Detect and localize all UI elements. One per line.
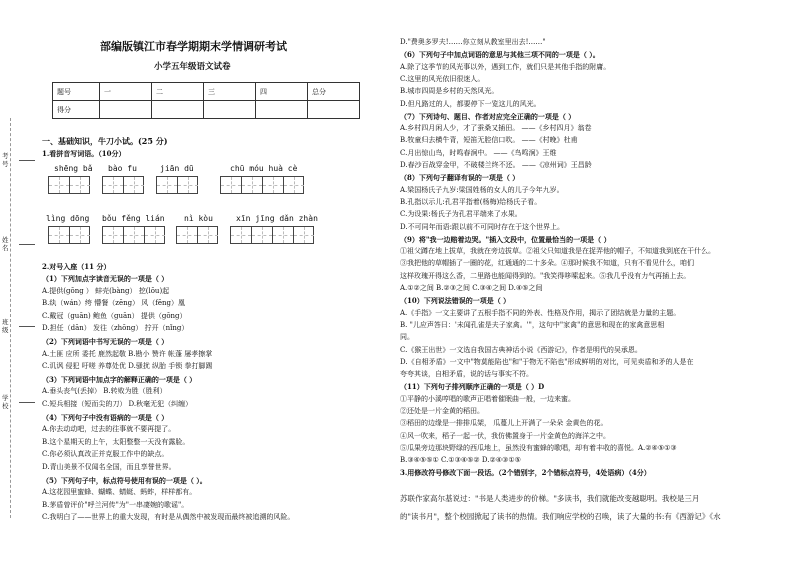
score-table-score-row	[53, 101, 360, 119]
question-line: 同。	[400, 333, 414, 342]
question-line: A.《手指》一文主要讲了五根手指不同的外表、性格及作用，揭示了团结就是力量的主题。	[400, 308, 681, 317]
question-line: （10）下列说法错误的一项是（ ）	[400, 296, 511, 306]
pinyin-label: bào fu	[108, 164, 137, 173]
question-line: ④风一吹来，稻子一起一伏，我仿佛置身于一片金黄色的海洋之中。	[400, 431, 610, 440]
question-line: （4）下列句子中没有语病的一项是（ ）	[42, 412, 169, 422]
xingming-blank	[19, 244, 35, 245]
question-2-heading: 2.对号入座（11 分）	[42, 262, 111, 271]
question-line: C.月出惊山鸟，时鸣春涧中。 ——《鸟鸣涧》王维	[400, 148, 557, 157]
exam-title: 部编版镇江市春学期期末学情调研考试	[100, 40, 287, 53]
question-line: D.《自相矛盾》一文中"物莫能陷也"和"于物无不陷也"形成鲜明的对比，可见卖盾和矛的人是在	[400, 357, 694, 366]
question-line: ③稻田的边缘是一排排瓜架， 瓜蔓儿上开满了一朵朵 金黄色的花。	[400, 419, 608, 428]
question-line: B.牧童归去横牛背，短笛无腔信口吹。 ——《村晚》杜甫	[400, 136, 578, 145]
pinyin-label: bǒu fěng lián	[102, 214, 165, 223]
question-line: （3）下列词语中加点字的解释正确的一项是（ ）	[42, 374, 197, 384]
margin-label-xuexiao: 学校	[2, 394, 9, 410]
score-cell: 总分	[308, 83, 360, 101]
question-line: B.这个星期天的上午，太阳整整一天没有露脸。	[42, 437, 190, 446]
question-line: C.为设果:杨氏子为孔君平端来了水果。	[400, 210, 522, 219]
score-input-cell[interactable]	[100, 101, 152, 119]
passage-line: 苏联作家高尔基说过："书是人类进步的价梯。"多读书，我们就能改变越聪明。我校是三月	[400, 494, 700, 503]
question-line: B.③④⑤⑤① C.①③④⑤② D.②④③①⑤	[400, 456, 521, 465]
binding-margin	[0, 0, 40, 561]
right-column	[400, 0, 788, 561]
score-table-header-row	[53, 83, 360, 101]
writing-grid[interactable]	[102, 226, 165, 244]
writing-grid[interactable]	[220, 176, 304, 194]
question-line: A.①②之间 B.②③之间 C.③④之间 D.④⑤之间	[400, 284, 543, 292]
pinyin-label: xīn jīng dǎn zhàn	[236, 214, 318, 223]
score-cell: 三	[204, 83, 256, 101]
banji-blank	[19, 326, 35, 327]
question-line: （6）下列句子中加点词语的意思与其他三项不同的一项是（ ）。	[400, 50, 600, 60]
score-cell: 题号	[53, 83, 100, 101]
question-line: C.讥讽 侵犯 吁嗟 养尊处优 D.骚扰 纵胎 手锁 拳打脚踢	[42, 362, 213, 371]
question-line: C.短兵相接（短而尖的刀） D.秋毫无犯（纠缠）	[42, 400, 193, 408]
question-3-heading: 3.用修改符号修改下面一段话。（2个错别字，2个错标点符号，4处语病）（4分）	[400, 468, 651, 477]
question-line: 这样玫瑰开得这么香，二里路也能闻得到的。"我笑得哆嗦起来。⑤我几乎没有力气再插上去。	[400, 271, 691, 280]
question-line: ⑤瓜果旁边那块野绿的西瓜地上，虽然没有蜜蜂的歌唱，却有着丰收的喜悦。A.②④⑤①③	[400, 443, 677, 452]
question-line: B.茅盾曾评价"呼兰河传"为"一串凄婉的歌谣"。	[42, 500, 189, 509]
question-line: D."费奥多罗夫!……你立刻从教室里出去!……"	[400, 38, 546, 46]
question-line: （1）下列加点字读音无误的一项是（ ）	[42, 274, 169, 283]
question-line: C.这里的风光依旧很迷人。	[400, 74, 485, 83]
score-input-cell[interactable]	[152, 101, 204, 119]
writing-grid[interactable]	[102, 176, 144, 194]
pinyin-label: shēng bǎ	[54, 164, 93, 173]
kaohao-blank	[19, 160, 35, 161]
question-line: （5）下列句子中，标点符号使用有误的一项是（ ）。	[42, 475, 207, 485]
question-line: D.担任（dān） 发往（zhōng） 拧开（nǐng）	[42, 324, 189, 333]
question-line: D.但凡路过的人，都要停下一览这儿的风光。	[400, 99, 541, 108]
question-line: A.乡村四月闲人少，才了蚕桑又插田。 ——《乡村四月》翁卷	[400, 124, 592, 133]
question-line: （8）下列句子翻译有误的一项是（ ）	[400, 173, 520, 183]
question-line: A.提供(gōng ） 蚌壳(bàng） 挖(lōu)起	[42, 286, 170, 295]
question-line: A.你去动动吧，过去的往事就不要再提了。	[42, 425, 176, 434]
question-line: B.孔指以示儿:孔君平指着(杨梅)给杨氏子看。	[400, 197, 542, 206]
question-line: B.城市四周是乡村的天然风光。	[400, 87, 499, 96]
question-line: （11）下列句子排列顺序正确的一项是（ ）D	[400, 382, 545, 392]
question-1-heading: 1.看拼音写词语。（10分）	[42, 149, 126, 158]
question-line: C.你必须认真改正并克服工作中的缺点。	[42, 450, 169, 459]
question-line: D.春沙百战穿金甲，不破楼兰终不还。 ——《凉州词》王昌龄	[400, 161, 592, 169]
left-column	[42, 0, 394, 561]
section-1-heading: 一、基础知识，牛刀小试。(25 分)	[42, 136, 168, 146]
question-line: ②还处是一片金黄的稻田。	[400, 407, 484, 415]
question-line: 夸夸其谈，自相矛盾，说的话与事实不符。	[400, 370, 533, 379]
question-line: C.我明白了——世界上的重大发现，有时是从偶然中被发现而最终被追溯的风险。	[42, 513, 295, 522]
question-line: ③我把他的草帽插了一圈的花，红通通的二十多朵。④那时候我不知道，只有不看见什么，咱们	[400, 259, 694, 268]
writing-grid[interactable]	[230, 226, 314, 244]
question-line: B.纨（wán）绔 懵餐（zēng） 风（fēng）凰	[42, 299, 186, 308]
exam-subtitle: 小学五年级语文试卷	[154, 62, 231, 72]
question-line: ①平静的小溪哼唱的歌声正唱着催眠曲一般，一边来蜜。	[400, 394, 575, 403]
score-cell: 四	[256, 83, 308, 101]
question-line: （7）下列诗句、题目、作者对应完全正确的一项是（ ）	[400, 111, 576, 121]
score-cell: 得分	[53, 101, 100, 119]
question-line: C.戴冠（guān) 鲍鱼（guān） 提供（gōng）	[42, 311, 187, 320]
writing-grid[interactable]	[48, 176, 90, 194]
writing-grid[interactable]	[156, 176, 198, 194]
question-line: A.土匪 应所 委托 鹿然起敬 B.勘小 赞许 帐蓬 屡孝擦掌	[42, 349, 213, 358]
score-table	[52, 82, 360, 119]
pinyin-label: jiān dū	[160, 164, 194, 173]
margin-label-xingming: 姓名	[2, 236, 9, 252]
question-line: A.这花园里蜜蜂、蝴蝶、蜻蜓、蚂蚱，样样都有。	[42, 488, 197, 497]
pinyin-label: chū móu huà cè	[230, 164, 298, 173]
score-input-cell[interactable]	[204, 101, 256, 119]
question-line: A.垂头丧气(丢掉） B.转败为胜（胜利）	[42, 387, 167, 396]
score-input-cell[interactable]	[256, 101, 308, 119]
question-line: C.《猴王出世》一文选自我国古典神话小说《西游记》，作者是明代的吴承恩。	[400, 345, 642, 354]
question-line: （2）下列词语中书写无误的一项是（ ）	[42, 337, 169, 346]
question-line: D.青山美景不仅闻名全国，而且享誉世界。	[42, 463, 176, 471]
margin-label-kaohao: 考号	[2, 152, 9, 168]
score-input-cell[interactable]	[308, 101, 360, 119]
passage-line: 的"读书月"，整个校园掀起了读书的热情。我们响应学校的召唤，读了大量的书:有《西游记》《水	[400, 512, 721, 521]
xuexiao-blank	[19, 402, 35, 403]
margin-label-banji: 班级	[2, 318, 9, 334]
score-cell: 一	[100, 83, 152, 101]
question-line: ①祖父蹲在地上拔草，我就在旁边拔草。②祖父只知道我是在捉弄他的帽子，不知道我到底在干什么。	[400, 247, 715, 256]
writing-grid[interactable]	[176, 226, 218, 244]
score-cell: 二	[152, 83, 204, 101]
question-line: B. "儿应声答曰：'未闻孔雀是夫子家禽。'"，这句中"家禽"的意思和现在的家禽意思相	[400, 320, 665, 329]
question-line: A.梁国杨氏子九岁:梁国姓杨的女人的儿子今年九岁。	[400, 185, 564, 194]
writing-grid[interactable]	[48, 226, 90, 244]
pinyin-label: lìng dōng	[46, 214, 90, 223]
question-line: A.除了这季节的风光事以外，遇到工作，就们只是其他手指的附庸。	[400, 62, 611, 71]
pinyin-label: nì kòu	[184, 214, 213, 223]
question-line: （9）将"我一边赔着边哭。"插入文段中，位置最恰当的一项是（ ）	[400, 234, 611, 244]
question-line: D.不可同年而语:跟以前不可同时存在于这个世界上。	[400, 222, 564, 231]
